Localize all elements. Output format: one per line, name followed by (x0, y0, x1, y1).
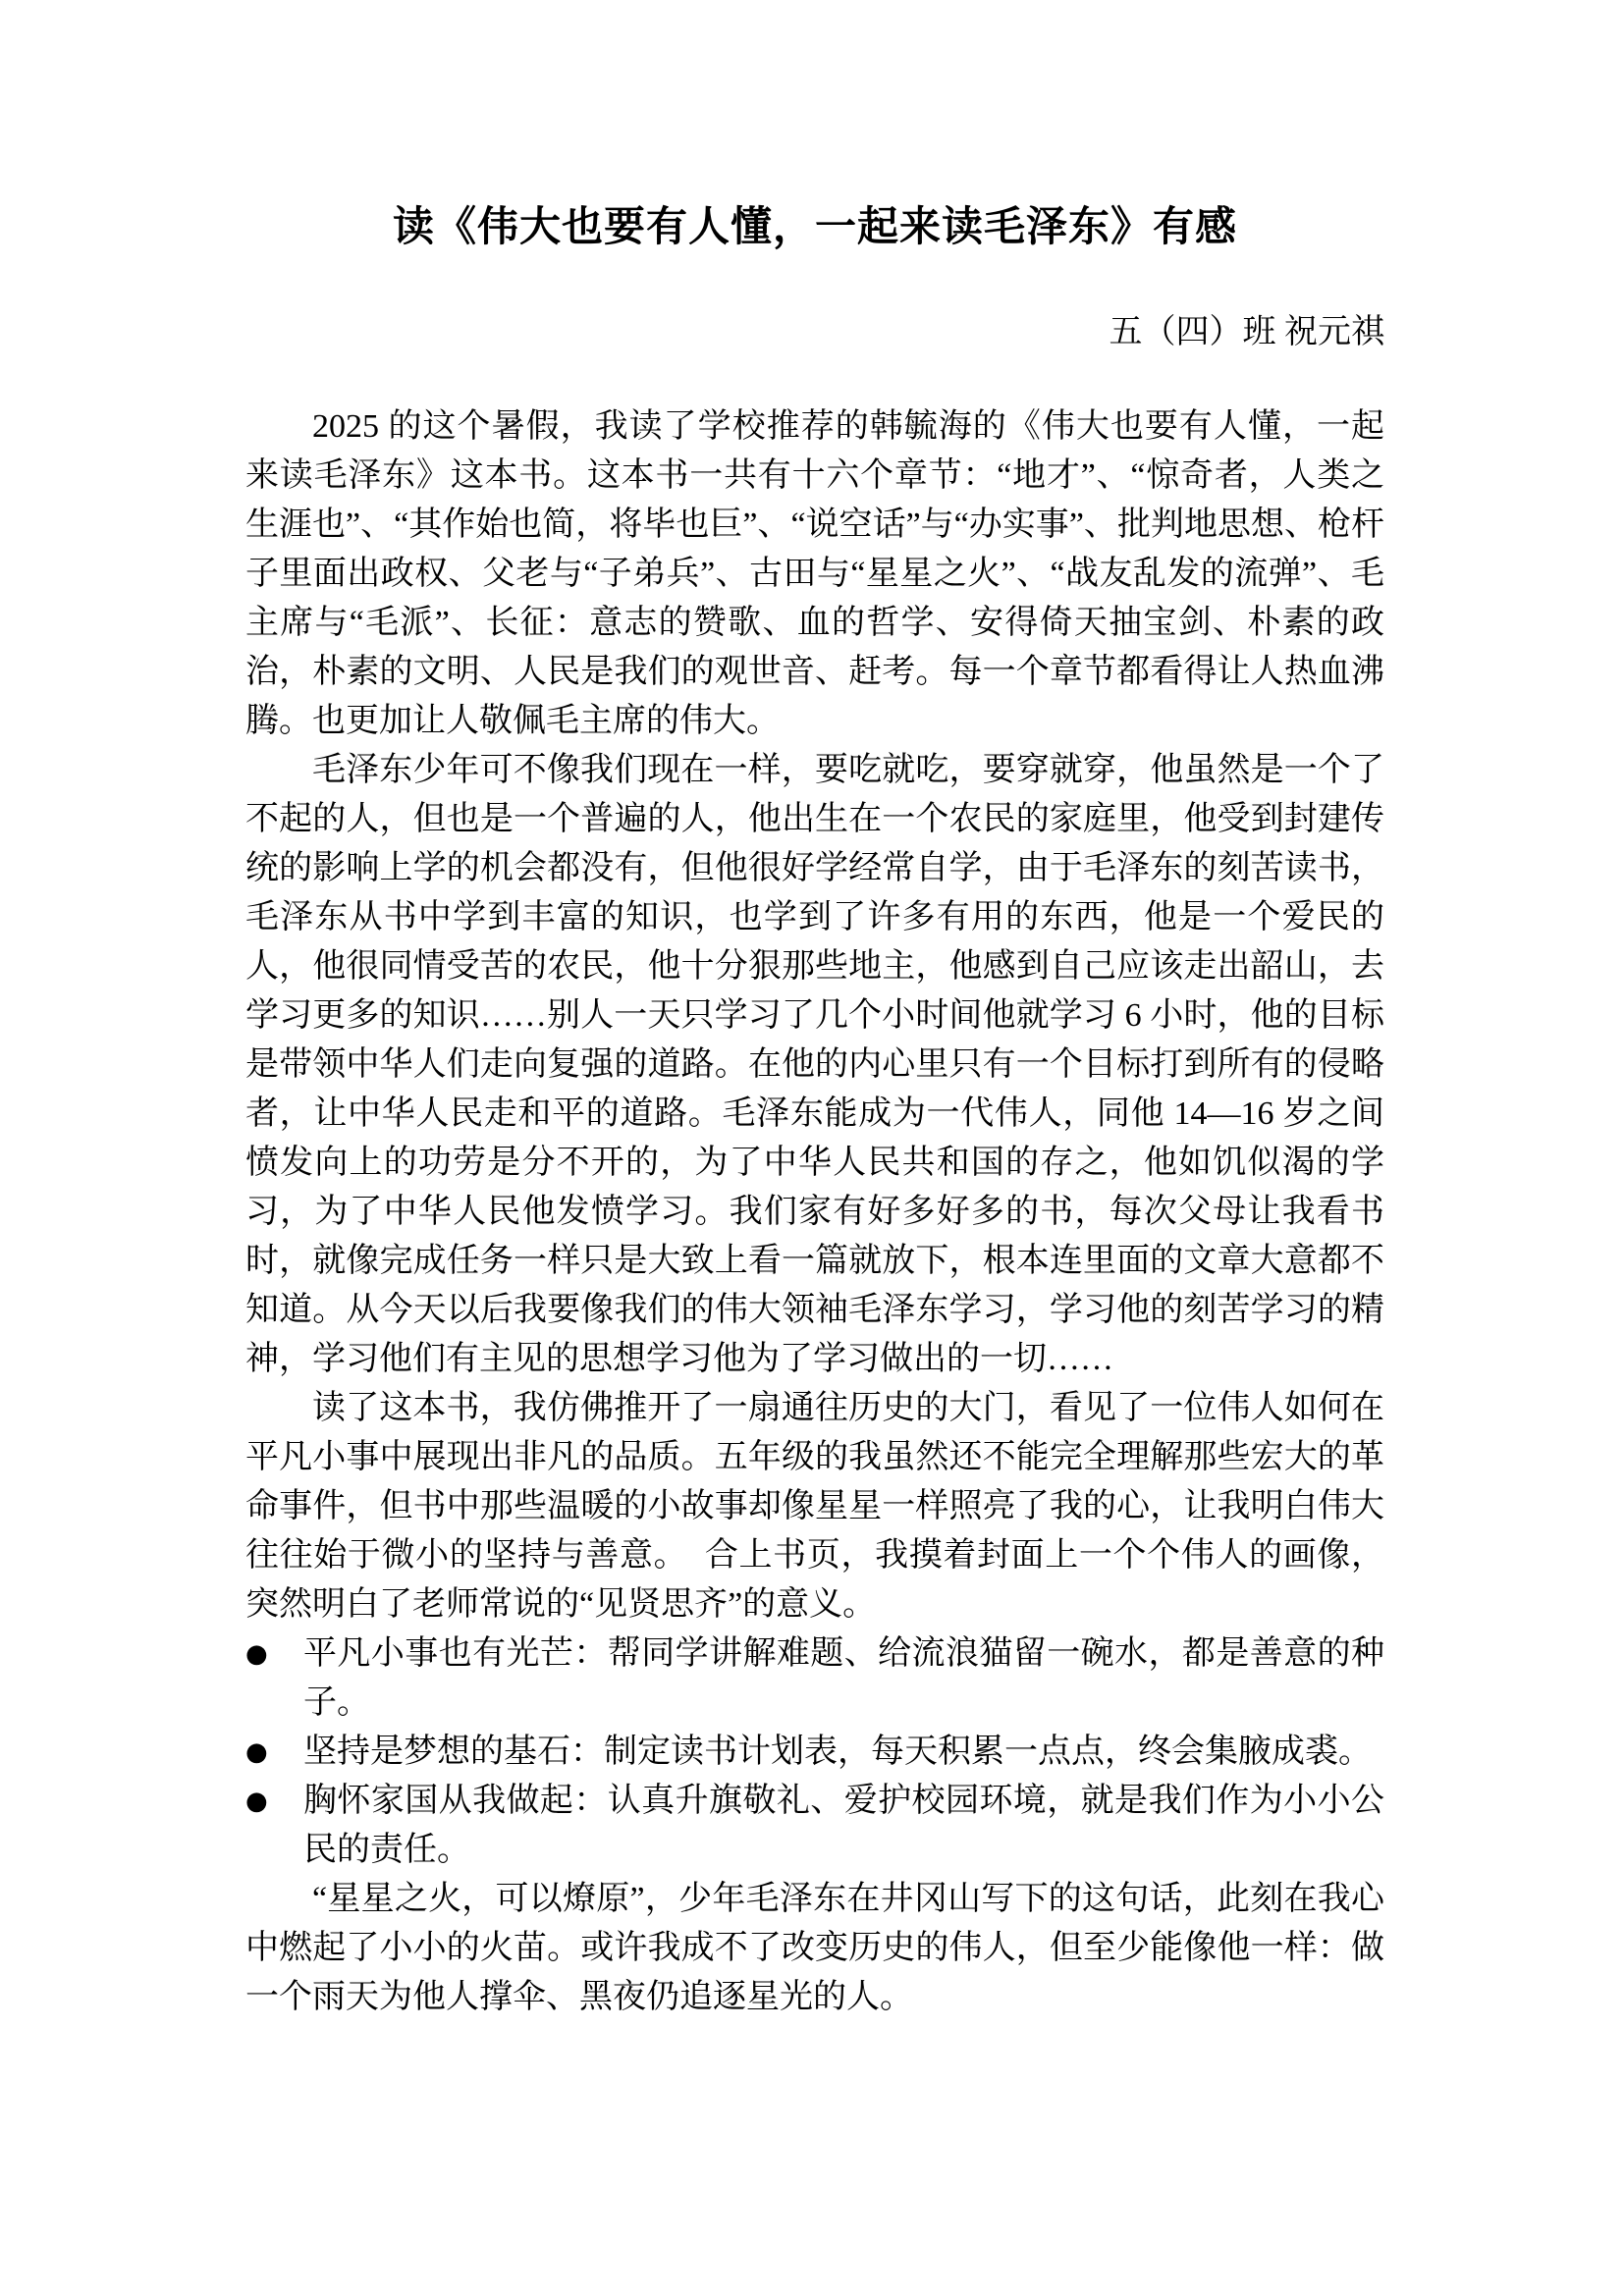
bullet-dot-icon: ● (245, 1787, 268, 1816)
bullet-item-3 (245, 1777, 1384, 1875)
essay-paragraph-1: 2025 的这个暑假，我读了学校推荐的韩毓海的《伟大也要有人懂，一起来读毛泽东》这本书。这本书一共有十六个章节：“地才”、“惊奇者，人类之生涯也”、“其作始也简，将毕也巨”、“说空话”与“办实事”、批判地思想、枪杆子里面出政权、父老与“子弟兵”、古田与“星星之火”、“战友乱发的流弹”、毛主席与“毛派”、长征：意志的赞歌、血的哲学、安得倚天抽宝剑、朴素的政治，朴素的文明、人民是我们的观世音、赶考。每一个章节都看得让人热血沸腾。也更加让人敬佩毛主席的伟大。 (245, 408, 1384, 739)
bullet-item-text: 坚持是梦想的基石：制定读书计划表，每天积累一点点，终会集腋成裘。 (303, 1734, 1372, 1770)
essay-paragraph-3: 读了这本书，我仿佛推开了一扇通往历史的大门，看见了一位伟人如何在平凡小事中展现出非凡的品质。五年级的我虽然还不能完全理解那些宏大的革命事件，但书中那些温暖的小故事却像星星一样照亮了我的心，让我明白伟大往往始于微小的坚持与善意。 合上书页，我摸着封面上一个个伟人的画像，突然明白了老师常说的“见贤思齐”的意义。 (245, 1390, 1384, 1623)
bullet-item-2 (245, 1728, 1384, 1777)
byline: 五（四）班 祝元祺 (1109, 314, 1384, 350)
essay-paragraph-2: 毛泽东少年可不像我们现在一样，要吃就吃，要穿就穿，他虽然是一个了不起的人，但也是一个普遍的人，他出生在一个农民的家庭里，他受到封建传统的影响上学的机会都没有，但他很好学经常自学，由于毛泽东的刻苦读书，毛泽东从书中学到丰富的知识，也学到了许多有用的东西，他是一个爱民的人，他很同情受苦的农民，他十分狠那些地主，他感到自己应该走出韶山，去学习更多的知识……别人一天只学习了几个小时间他就学习 6 小时，他的目标是带领中华人们走向复强的道路。在他的内心里只有一个目标打到所有的侵略者，让中华人民走和平的道路。毛泽东能成为一代伟人，同他 14—16 岁之间愤发向上的功劳是分不开的，为了中华人民共和国的存之，他如饥似渴的学习，为了中华人民他发愤学习。我们家有好多好多的书，每次父母让我看书时，就像完成任务一样只是大致上看一篇就放下，根本连里面的文章大意都不知道。从今天以后我要像我们的伟大领袖毛泽东学习，学习他的刻苦学习的精神，学习他们有主见的思想学习他为了学习做出的一切…… (245, 752, 1384, 1377)
bullet-item-text: 平凡小事也有光芒：帮同学讲解难题、给流浪猫留一碗水，都是善意的种子。 (303, 1635, 1384, 1721)
bullet-dot-icon: ● (245, 1737, 268, 1767)
bullet-list (245, 1629, 1384, 1875)
bullet-dot-icon: ● (245, 1639, 268, 1669)
essay-body (245, 402, 1384, 2022)
page-title: 读《伟大也要有人懂，一起来读毛泽东》有感 (392, 202, 1237, 250)
bullet-item-text: 胸怀家国从我做起：认真升旗敬礼、爱护校园环境，就是我们作为小小公民的责任。 (303, 1783, 1384, 1868)
essay-closing-paragraph: “星星之火，可以燎原”，少年毛泽东在井冈山写下的这句话，此刻在我心中燃起了小小的火苗。或许我成不了改变历史的伟人，但至少能像他一样：做一个雨天为他人撑伞、黑夜仍追逐星光的人。 (245, 1881, 1384, 2015)
bullet-item-1 (245, 1629, 1384, 1728)
